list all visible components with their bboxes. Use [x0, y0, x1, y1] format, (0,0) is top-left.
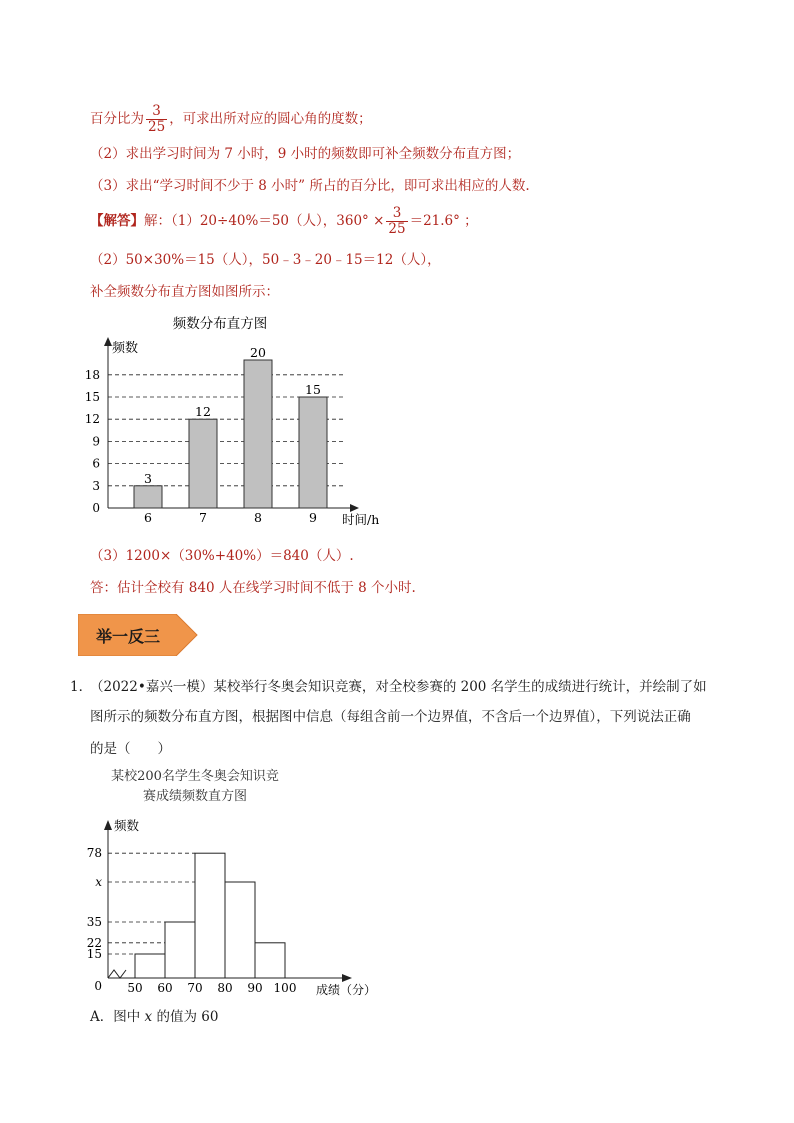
solution-line-5: （2）50×30%＝15（人），50﹣3﹣20﹣15＝12（人），: [90, 252, 441, 268]
bar: [299, 397, 327, 508]
histogram-bar: [135, 954, 165, 978]
y-axis-arrow: [104, 820, 112, 830]
y-axis-label: 频数: [112, 341, 139, 356]
y-tick-label: 0: [94, 979, 102, 993]
histogram-bar: [165, 922, 195, 978]
y-tick-label: 15: [86, 947, 102, 961]
x-axis-label: 成绩（分）: [316, 983, 377, 997]
fraction-denominator: 25: [388, 221, 406, 237]
bar-data-label: 20: [250, 345, 266, 360]
x-tick-label: 50: [127, 981, 143, 995]
solution-line-1: [90, 104, 372, 135]
y-tick-label: 15: [84, 390, 100, 404]
axis-break-icon: [108, 970, 126, 978]
answer-line: [90, 206, 478, 237]
solution-line-7: （3）1200×（30%+40%）＝840（人）.: [90, 548, 354, 564]
y-tick-label: x: [95, 875, 102, 889]
option-a-prefix: A．图中: [90, 1009, 145, 1025]
histogram-bar: [195, 853, 225, 978]
solution-line-3: （3）求出“学习时间不少于 8 小时” 所占的百分比，即可求出相应的人数.: [90, 178, 530, 194]
bar: [244, 360, 272, 508]
solution-line-6: 补全频数分布直方图如图所示：: [90, 284, 279, 300]
y-tick-label: 0: [92, 501, 100, 515]
fraction: [146, 104, 167, 135]
question-line-2: 图所示的频数分布直方图，根据图中信息（每组含前一个边界值，不含后一个边界值），下列说法正确: [90, 709, 691, 725]
x-tick-label: 9: [309, 510, 317, 525]
x-tick-label: 100: [273, 981, 297, 995]
bar-data-label: 3: [144, 470, 152, 486]
bar: [134, 486, 162, 508]
option-a: [90, 1004, 218, 1030]
y-tick-label: 22: [86, 935, 102, 950]
x-axis-arrow: [342, 974, 352, 982]
solution-line-8: 答：估计全校有 840 人在线学习时间不低于 8 个小时.: [90, 580, 416, 596]
y-tick-label: 3: [92, 478, 100, 493]
x-tick-label: 7: [199, 510, 207, 525]
solution-text: 百分比为: [90, 111, 144, 127]
solution-line-2: （2）求出学习时间为 7 小时，9 小时的频数即可补全频数分布直方图；: [90, 146, 521, 162]
x-tick-label: 60: [157, 981, 173, 995]
option-a-variable: x: [144, 1009, 153, 1025]
chart-title-line-1: 某校200名学生冬奥会知识竞: [111, 769, 279, 784]
x-tick-label: 90: [247, 981, 263, 995]
answer-text: 解：（1）20÷40%＝50（人），360° ×: [144, 213, 385, 229]
chart-title-line-2: 赛成绩频数直方图: [142, 789, 248, 804]
y-axis-arrow: [104, 337, 112, 346]
histogram-chart-2: [80, 762, 400, 1002]
x-tick-label: 6: [144, 510, 152, 525]
y-tick-label: 18: [84, 367, 100, 382]
bar-data-label: 15: [305, 382, 321, 397]
solution-text: ，可求出所对应的圆心角的度数；: [169, 111, 372, 127]
y-tick-label: 78: [86, 846, 102, 861]
y-tick-label: 6: [92, 456, 100, 471]
question-number: 1．: [70, 679, 93, 695]
bar-data-label: 12: [195, 404, 211, 420]
answer-tag: 【解答】: [90, 213, 144, 229]
histogram-bar: [225, 882, 255, 978]
fraction-numerator: 3: [386, 206, 407, 222]
bar: [189, 419, 217, 508]
x-tick-label: 80: [217, 981, 233, 995]
y-tick-label: 9: [92, 434, 100, 449]
x-axis-arrow: [350, 504, 359, 512]
section-badge-label: 举一反三: [96, 627, 161, 646]
histogram-chart-1: [80, 310, 400, 530]
y-tick-label: 12: [84, 412, 100, 427]
question-line-3: 的是（ ）: [90, 741, 171, 757]
option-a-suffix: 的值为 60: [152, 1009, 219, 1025]
x-tick-label: 8: [254, 510, 262, 525]
chart-title: 频数分布直方图: [172, 316, 268, 332]
y-tick-label: 35: [86, 915, 102, 929]
fraction: [386, 206, 407, 237]
question-line-1: （2022•嘉兴一模）某校举行冬奥会知识竞赛，对全校参赛的 200 名学生的成绩进行统计，并绘制了如: [90, 679, 707, 695]
x-tick-label: 70: [187, 981, 203, 995]
histogram-bar: [255, 943, 285, 978]
fraction-numerator: 3: [146, 104, 167, 120]
fraction-denominator: 25: [148, 119, 166, 135]
answer-text: ＝21.6° ；: [409, 213, 478, 229]
x-axis-label: 时间/h: [342, 512, 380, 527]
y-axis-label: 频数: [114, 818, 140, 833]
